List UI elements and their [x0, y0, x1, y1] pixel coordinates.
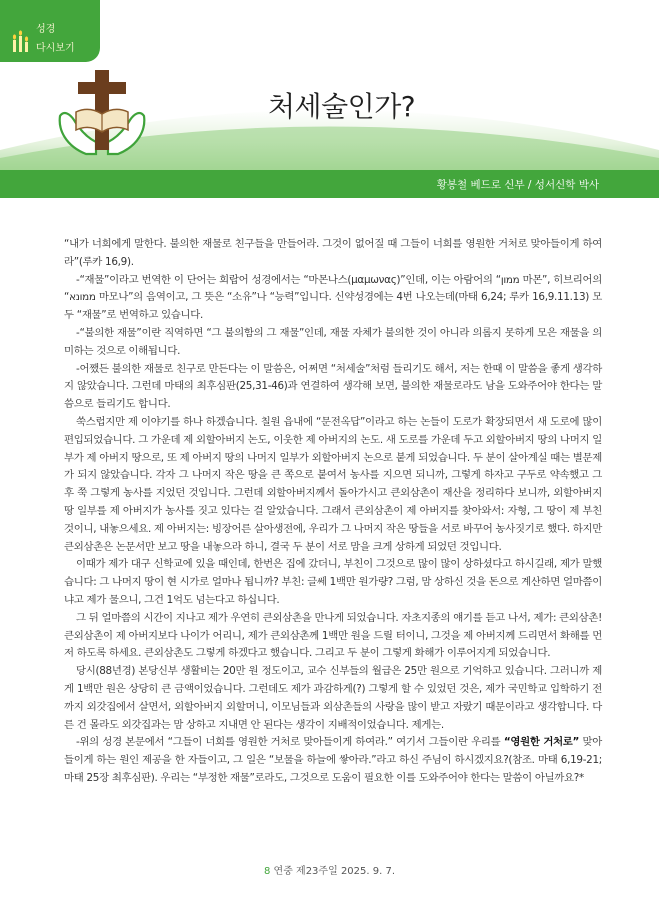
author-bar [0, 170, 659, 198]
paragraph: -“재물”이라고 번역한 이 단어는 희랍어 성경에서는 “마몬나스(μαμωνας)”인데, 이는 아람어의 “ממון 마몬”, 히브리어의 “ממונא 마모나”의 음역이고, 그 뜻은 “소유”나 “능력”입니다. 신약성경에는 4번 나오는데(마태 6,24; 루카 16,9.11.13) 모두 “재물”로 번역하고 있습니다. [64, 273, 602, 322]
paragraph: -“불의한 재물”이란 직역하면 “그 불의함의 그 재물”인데, 재물 자체가 불의한 것이 아니라 의롭지 못하게 모은 재물을 의미하는 것으로 이해됩니다. [64, 326, 602, 357]
section-label-line2: 다시보기 [36, 43, 75, 54]
paragraph-text: -위의 성경 본문에서 “그들이 너희를 영원한 거처로 맞아들이게 하여라.” 여기서 그들이란 우리를 [76, 736, 504, 749]
page-title: 처세술인가? [268, 90, 416, 123]
paragraph: 이때가 제가 대구 신학교에 있을 때인데, 한번은 집에 갔더니, 부친이 그것으로 많이 많이 상하셨다고 하시길래, 제가 말했습니다: 그 나머지 땅이 현 시가로 얼마나 됩니까? 부친: 글쎄 1백만 원가량? 그럼, 맘 상하신 것을 돈으로 계산하면 얼마쯤이냐고 제가 물으니, 그건 1억도 넘는다고 하십니다. [64, 558, 602, 606]
paragraph: “내가 너희에게 말한다. 불의한 재물로 친구들을 만들어라. 그것이 없어질 때 그들이 너희를 영원한 거처로 맞아들이게 하여라”(루카 16,9). [64, 238, 602, 268]
cross-bible-hands-icon [52, 68, 152, 160]
page-footer [0, 862, 659, 877]
paragraph-final [64, 734, 602, 787]
paragraph: 당시(88년경) 본당신부 생활비는 20만 원 정도이고, 교수 신부들의 월급은 25만 원으로 기억하고 있습니다. 그러니까 제게 1백만 원은 상당히 큰 금액이었습니다. 그런데도 제가 과감하게(?) 그렇게 할 수 있었던 것은, 제가 국민학교 입학하기 전까지 외갓집에서 살면서, 외할아버지 외할머니, 이모님들과 외삼촌들의 사랑을 많이 받고 자랐기 때문이라고 생각합니다. 다른 건 몰라도 외갓집과는 맘 상하고 지내면 안 된다는 생각이 지배적이었습니다. 제게는. [64, 665, 602, 731]
section-label-line1: 성경 [36, 24, 56, 35]
paragraph: -어쨌든 불의한 재물로 친구로 만든다는 이 말씀은, 어쩌면 “처세술”처럼 들리기도 해서, 저는 한때 이 말씀을 좋게 생각하지 않았습니다. 그런데 마태의 최후심판(25,31-46)과 연결하여 생각해 보면, 불의한 재물로라도 남을 도와주어야 한다는 말씀으로 들리기도 합니다. [64, 362, 602, 411]
issue-label: 연중 제23주일 [273, 866, 338, 877]
page-number: 8 [263, 866, 271, 877]
article-body [64, 236, 602, 788]
section-tab [0, 0, 100, 62]
candles-icon [10, 28, 32, 54]
author-byline: 황봉철 베드로 신부 / 성서신학 박사 [436, 179, 599, 191]
paragraph: 그 뒤 얼마쯤의 시간이 지나고 제가 우연히 큰외삼촌을 만나게 되었습니다. 자초지종의 얘기를 듣고 나서, 제가: 큰외삼촌! 큰외삼촌이 제 아버지보다 나이가 어리니, 제가 큰외삼촌께 1백만 원을 드릴 터이니, 그것을 제 아버지께 드리면서 화해를 먼저 하도록 하세요. 큰외삼촌도 그렇게 하겠다고 했습니다. 그리고 두 분이 그렇게 화해가 이루어지게 되었습니다. [64, 611, 602, 660]
paragraph: 쑥스럽지만 제 이야기를 하나 하겠습니다. 칠원 읍내에 “문전옥답”이라고 하는 논들이 도로가 확장되면서 새 도로에 많이 편입되었습니다. 그 가운데 제 외할아버지 논도, 이웃한 제 아버지의 논도. 새 도로를 가운데 두고 외할아버지 땅의 나머지 일부가 제 아버지 땅으로, 또 제 아버지 땅의 나머지 일부가 외할아버지 논으로 붙게 되었습니다. 두 분이 살아계실 때는 별문제가 되지 않았습니다. 각자 그 나머지 작은 땅을 큰 쪽으로 붙여서 농사를 지으면 되니까, 그렇게 하자고 구두로 약속했고 그 후 쭉 그렇게 농사를 지었던 것입니다. 그런데 외할아버지께서 돌아가시고 큰외삼촌이 재산을 정리하다 보니까, 외할아버지 땅 일부를 제 아버지가 농사를 짓고 있다는 걸 알았습니다. 그래서 큰외삼촌이 제 아버지를 찾아와서: 자형, 그 땅이 제 부친 것이니, 내놓으세요. 제 아버지는: 빙장어른 살아생전에, 우리가 그 나머지 작은 땅들을 서로 바꾸어 농사짓기로 했다. 하지만 큰외삼촌은 논문서만 보고 땅을 내놓으라 하니, 결국 두 분이 서로 맘을 크게 상하게 되었던 것입니다. [64, 415, 602, 553]
issue-date: 2025. 9. 7. [340, 866, 396, 877]
paragraph-text: 맞아들이게 하는 원인 제공을 한 자들이고, 그 일은 “보물을 하늘에 쌓아라.”라고 하신 주님이 하시겠지요?(참조. 마태 6,19-21; 마태 25장 최후심판). 우리는 “부정한 재물”로라도, 그것으로 도움이 필요한 이를 도와주어야 한다는 말씀이 아닐까요?* [64, 736, 602, 784]
emphasis-text: “영원한 거처로” [503, 736, 580, 749]
